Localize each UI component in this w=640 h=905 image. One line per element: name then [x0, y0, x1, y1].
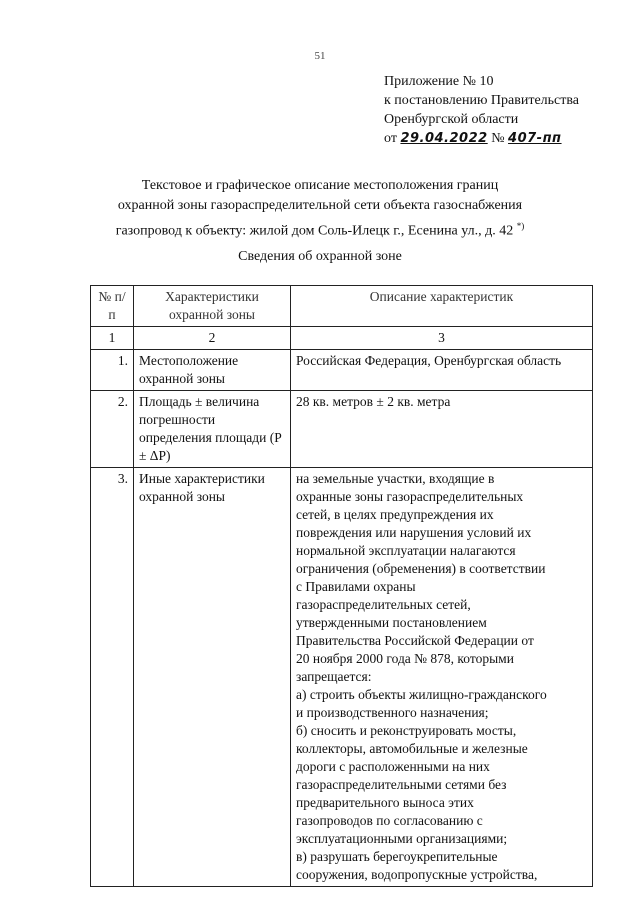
header-char: Характеристики охранной зоны: [134, 286, 291, 327]
table-row: [91, 391, 593, 468]
desc-line: а) строить объекты жилищно-гражданского: [296, 687, 547, 702]
desc-line: сооружения, водопропускные устройства,: [296, 867, 538, 882]
title-line-3-text: газопровод к объекту: жилой дом Соль-Илецк г., Есенина ул., д. 42: [115, 223, 514, 239]
desc-line: дороги с расположенными на них: [296, 759, 490, 774]
desc-line: запрещается:: [296, 669, 372, 684]
table-header-row: [91, 286, 593, 327]
row-num: 3.: [91, 468, 134, 887]
appendix-line-3: Оренбургской области: [384, 112, 519, 127]
desc-line: Правительства Российской Федерации от: [296, 633, 534, 648]
row-num: 2.: [91, 391, 134, 468]
appendix-line-1: Приложение № 10: [384, 74, 494, 89]
footnote-mark: *): [516, 221, 525, 231]
header-desc: Описание характеристик: [291, 286, 593, 327]
col-number-1: 1: [91, 327, 134, 350]
desc-line: эксплуатационными организациями;: [296, 831, 508, 846]
row-char: Иные характеристики охранной зоны: [134, 468, 291, 887]
title-line-3: [60, 216, 580, 242]
desc-line: газопроводов по согласованию с: [296, 813, 483, 828]
desc-line: сетей, в целях предупреждения их: [296, 507, 494, 522]
column-number-row: [91, 327, 593, 350]
handwritten-number: 407-пп: [508, 131, 562, 146]
document-title: [60, 176, 580, 242]
row-desc-lines: [291, 468, 593, 887]
page-number: 51: [314, 50, 326, 62]
desc-line: коллекторы, автомобильные и железные: [296, 741, 528, 756]
date-prefix: от: [384, 131, 397, 146]
desc-line: на земельные участки, входящие в: [296, 471, 495, 486]
row-char: Местоположение охранной зоны: [134, 350, 291, 391]
table-row: [91, 468, 593, 887]
header-num: № п/п: [91, 286, 134, 327]
desc-line: 20 ноября 2000 года № 878, которыми: [296, 651, 514, 666]
desc-line: газораспределительными сетями без: [296, 777, 507, 792]
col-number-2: 2: [134, 327, 291, 350]
desc-line: предварительного выноса этих: [296, 795, 474, 810]
desc-line: с Правилами охраны: [296, 579, 416, 594]
desc-line: повреждения или нарушения условий их: [296, 525, 532, 540]
desc-line: нормальной эксплуатации налагаются: [296, 543, 516, 558]
table-row: [91, 350, 593, 391]
handwritten-date: 29.04.2022: [400, 131, 488, 146]
desc-line: утвержденными постановлением: [296, 615, 487, 630]
row-desc: Российская Федерация, Оренбургская область: [291, 350, 593, 391]
title-line-1: Текстовое и графическое описание местоположения границ: [141, 178, 499, 193]
section-subtitle: Сведения об охранной зоне: [238, 249, 402, 264]
row-char: Площадь ± величина погрешности определения площади (P ± ΔP): [134, 391, 291, 468]
desc-line: б) сносить и реконструировать мосты,: [296, 723, 517, 738]
desc-line: газораспределительных сетей,: [296, 597, 471, 612]
desc-line: в) разрушать берегоукрепительные: [296, 849, 498, 864]
col-number-3: 3: [291, 327, 593, 350]
desc-line: охранные зоны газораспределительных: [296, 489, 524, 504]
row-desc: 28 кв. метров ± 2 кв. метра: [291, 391, 593, 468]
desc-line: и производственного назначения;: [296, 705, 489, 720]
number-prefix: №: [491, 131, 505, 146]
row-num: 1.: [91, 350, 134, 391]
desc-line: ограничения (обременения) в соответствии: [296, 561, 546, 576]
appendix-header: [384, 72, 579, 148]
appendix-line-2: к постановлению Правительства: [384, 93, 580, 108]
title-line-2: охранной зоны газораспределительной сети объекта газоснабжения: [117, 198, 523, 213]
appendix-date-line: [384, 129, 579, 148]
zone-info-table: [90, 285, 593, 887]
